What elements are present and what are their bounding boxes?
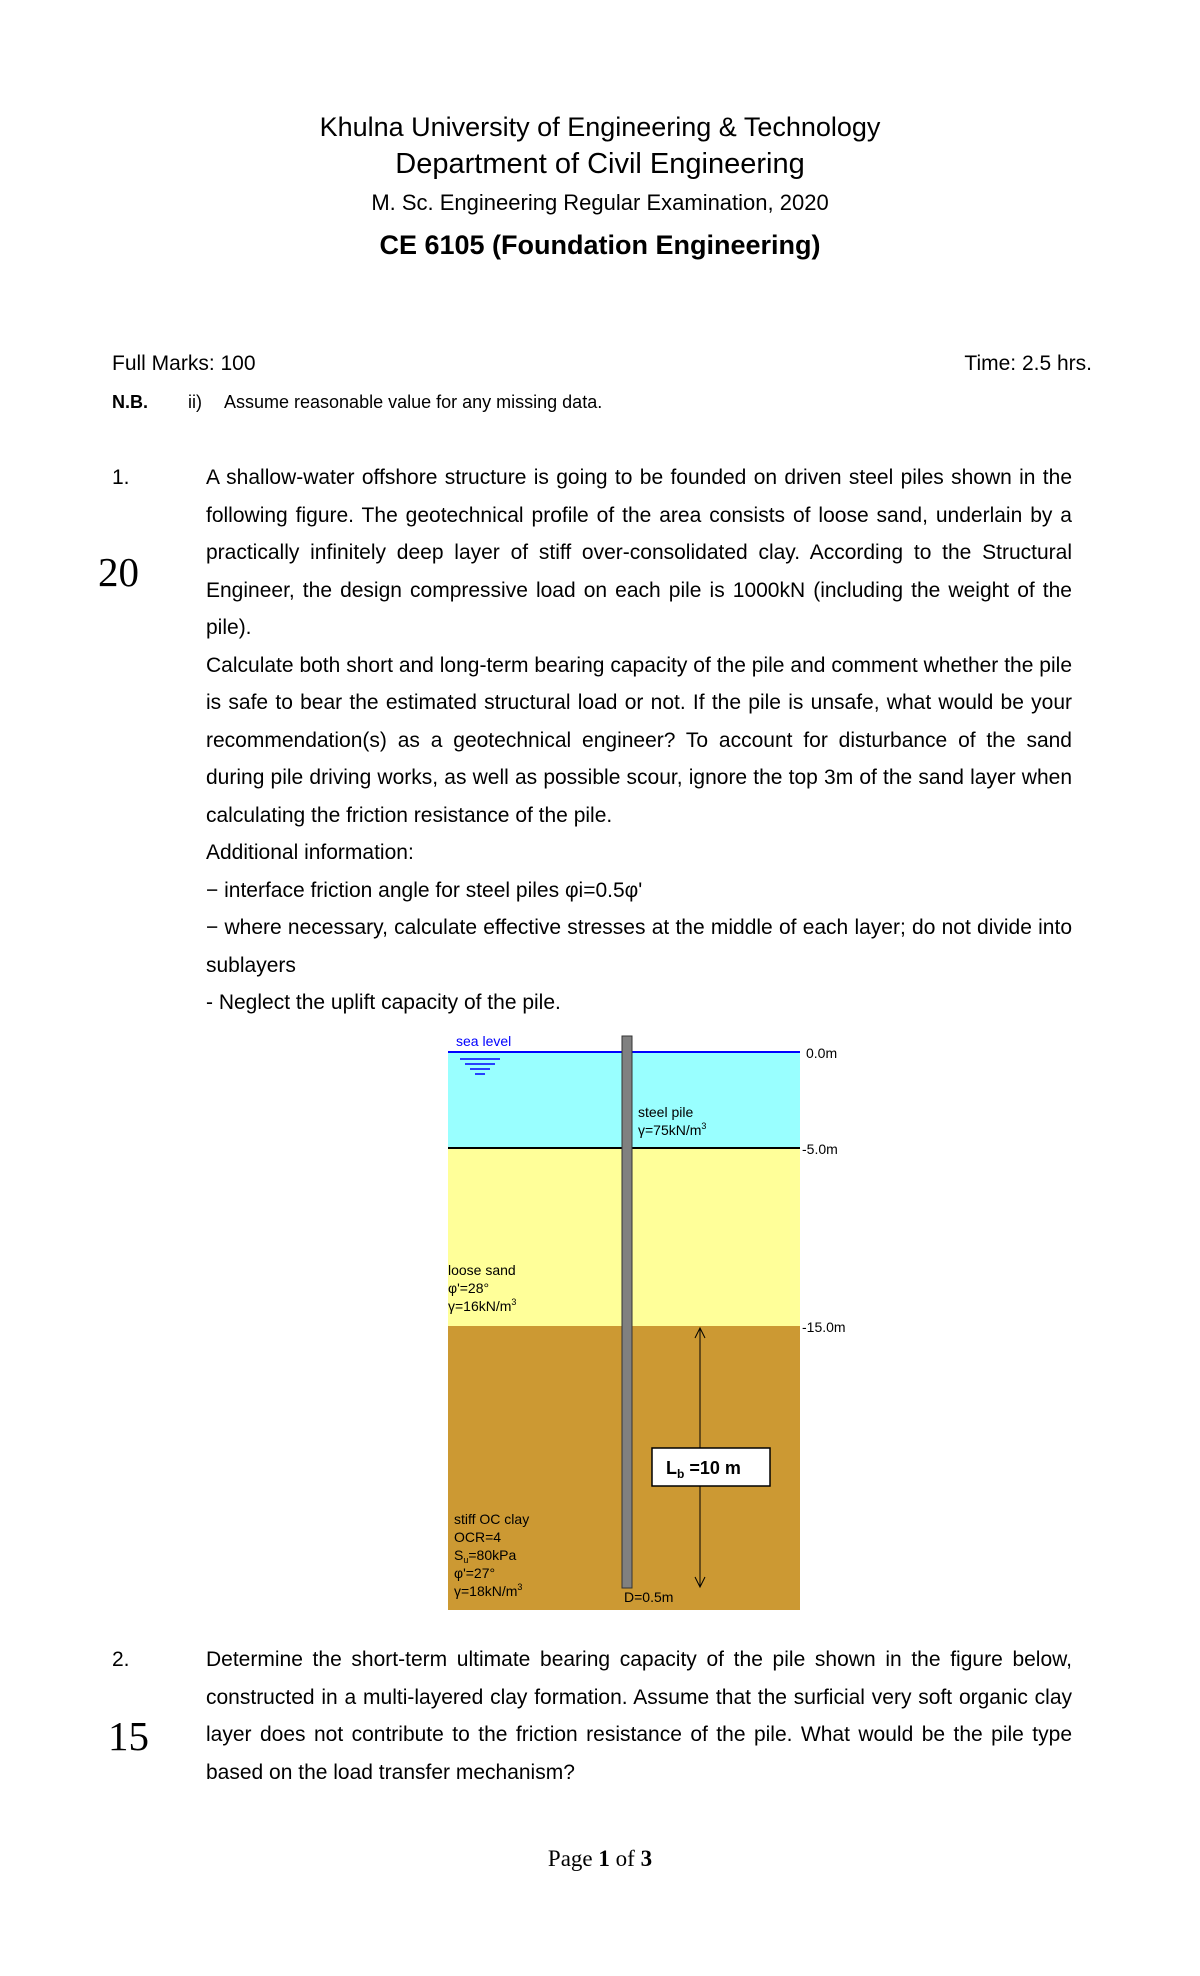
question-2-body xyxy=(206,1641,1072,1791)
page-footer: Page 1 of 3 xyxy=(547,1846,653,1871)
nb-label: N.B. xyxy=(112,392,148,412)
course-title: CE 6105 (Foundation Engineering) xyxy=(379,230,821,260)
sand-friction-angle: φ'=28° xyxy=(448,1280,490,1296)
exam-time: Time: 2.5 hrs. xyxy=(964,352,1092,375)
question-1-paragraph: Calculate both short and long-term bearing capacity of the pile and comment whether the pile is safe to bear the estimated structural load or not. If the pile is unsafe, what would be your recommendation(s) as a geotechnical engineer? To account for disturbance of the sand during pile driving works, as well as possible scour, ignore the top 3m of the sand layer when calculating the friction resistance of the pile. xyxy=(206,653,1072,827)
nb-item-number: ii) xyxy=(188,392,202,412)
sand-label: loose sand xyxy=(448,1262,516,1278)
pile-label: steel pile xyxy=(638,1104,694,1120)
question-2-number: 2. xyxy=(112,1648,130,1671)
clay-friction-angle: φ'=27° xyxy=(454,1565,496,1581)
university-name: Khulna University of Engineering & Technology xyxy=(319,112,881,142)
clay-ocr: OCR=4 xyxy=(454,1529,502,1545)
exam-title: M. Sc. Engineering Regular Examination, 2020 xyxy=(371,190,829,215)
question-2-paragraph: Determine the short-term ultimate bearing capacity of the pile shown in the figure below, constructed in a multi-layered clay formation. Assume that the surficial very soft organic clay layer does not contribute to the friction resistance of the pile. What would be the pile type based on the load transfer mechanism? xyxy=(206,1648,1072,1784)
pile-diameter: D=0.5m xyxy=(624,1589,674,1605)
pile-unit-weight: $\gamma=75kN/m^3$ xyxy=(638,1121,707,1138)
question-1-paragraph: − interface friction angle for steel piles φi=0.5φ' xyxy=(206,878,643,902)
question-2-marks: 15 xyxy=(108,1713,149,1759)
clay-undrained-strength: $S_u=80kPa$ xyxy=(454,1547,517,1565)
nb-text: Assume reasonable value for any missing data. xyxy=(224,392,603,412)
question-1-paragraph: Additional information: xyxy=(206,841,414,864)
depth-5-label: -5.0m xyxy=(802,1141,838,1157)
clay-unit-weight: $\gamma=18kN/m^3$ xyxy=(454,1582,523,1599)
department-name: Department of Civil Engineering xyxy=(395,148,805,180)
question-1-body xyxy=(206,459,1072,1022)
question-1-number: 1. xyxy=(112,466,130,489)
question-1-paragraph: A shallow-water offshore structure is going to be founded on driven steel piles shown in the following figure. The geotechnical profile of the area consists of loose sand, underlain by a practically infinitely deep layer of stiff over-consolidated clay. According to the Structural Engineer, the design compressive load on each pile is 1000kN (including the weight of the pile). xyxy=(206,466,1072,639)
depth-15-label: -15.0m xyxy=(802,1319,846,1335)
sea-level-label: sea level xyxy=(456,1033,512,1049)
full-marks: Full Marks: 100 xyxy=(112,352,256,375)
question-1-paragraph: - Neglect the uplift capacity of the pile. xyxy=(206,991,561,1014)
sand-unit-weight: $\gamma=16kN/m^3$ xyxy=(448,1297,517,1314)
depth-0-label: 0.0m xyxy=(806,1045,838,1061)
clay-label: stiff OC clay xyxy=(454,1511,530,1527)
pile-profile-figure xyxy=(440,1028,860,1620)
steel-pile xyxy=(622,1036,632,1588)
question-1-paragraph: − where necessary, calculate effective stresses at the middle of each layer; do not divide into sublayers xyxy=(206,916,1072,977)
question-1-marks: 20 xyxy=(98,549,139,595)
lb-label: $L_b =10$ m xyxy=(666,1458,741,1481)
